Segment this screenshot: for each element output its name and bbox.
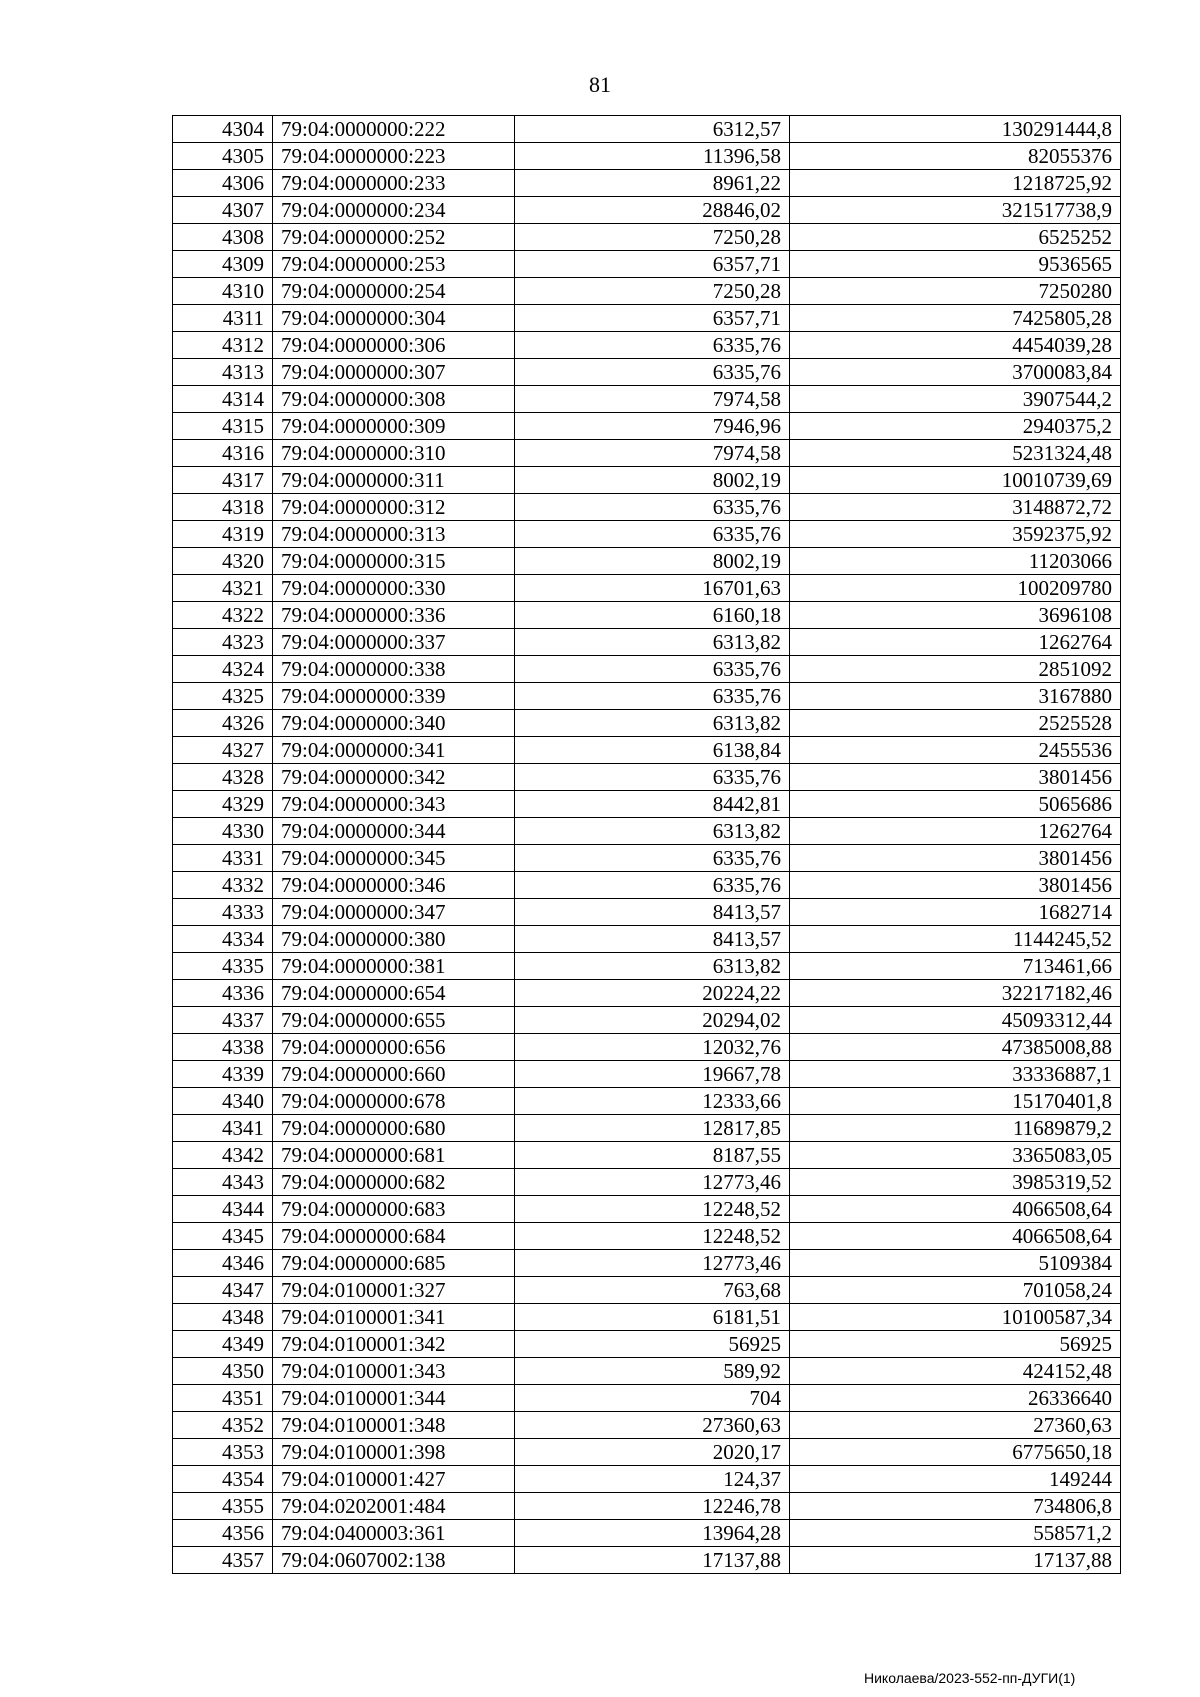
area-cell: 6335,76 (515, 359, 790, 386)
row-number-cell: 4333 (173, 899, 273, 926)
table-row (173, 926, 1121, 953)
area-cell: 6313,82 (515, 629, 790, 656)
cadastral-number-cell: 79:04:0000000:312 (273, 494, 515, 521)
cadastral-number-cell: 79:04:0000000:685 (273, 1250, 515, 1277)
area-cell: 6335,76 (515, 332, 790, 359)
cadastral-number-cell: 79:04:0000000:345 (273, 845, 515, 872)
cadastral-number-cell: 79:04:0000000:654 (273, 980, 515, 1007)
value-cell: 32217182,46 (790, 980, 1121, 1007)
table-row (173, 980, 1121, 1007)
table-row (173, 953, 1121, 980)
value-cell: 3167880 (790, 683, 1121, 710)
value-cell: 1262764 (790, 629, 1121, 656)
area-cell: 6335,76 (515, 845, 790, 872)
table-row (173, 710, 1121, 737)
value-cell: 3907544,2 (790, 386, 1121, 413)
row-number-cell: 4340 (173, 1088, 273, 1115)
cadastral-number-cell: 79:04:0000000:253 (273, 251, 515, 278)
value-cell: 713461,66 (790, 953, 1121, 980)
row-number-cell: 4311 (173, 305, 273, 332)
row-number-cell: 4346 (173, 1250, 273, 1277)
page-number: 81 (589, 72, 611, 97)
row-number-cell: 4347 (173, 1277, 273, 1304)
table-row (173, 305, 1121, 332)
row-number-cell: 4335 (173, 953, 273, 980)
area-cell: 8413,57 (515, 899, 790, 926)
cadastral-number-cell: 79:04:0202001:484 (273, 1493, 515, 1520)
cadastral-number-cell: 79:04:0000000:234 (273, 197, 515, 224)
table-row (173, 1493, 1121, 1520)
area-cell: 763,68 (515, 1277, 790, 1304)
area-cell: 8961,22 (515, 170, 790, 197)
value-cell: 33336887,1 (790, 1061, 1121, 1088)
area-cell: 704 (515, 1385, 790, 1412)
area-cell: 12032,76 (515, 1034, 790, 1061)
area-cell: 6335,76 (515, 683, 790, 710)
cadastral-number-cell: 79:04:0400003:361 (273, 1520, 515, 1547)
table-row (173, 845, 1121, 872)
cadastral-number-cell: 79:04:0000000:683 (273, 1196, 515, 1223)
table-row (173, 1196, 1121, 1223)
row-number-cell: 4354 (173, 1466, 273, 1493)
value-cell: 3365083,05 (790, 1142, 1121, 1169)
area-cell: 28846,02 (515, 197, 790, 224)
area-cell: 6335,76 (515, 494, 790, 521)
table-row (173, 602, 1121, 629)
table-row (173, 872, 1121, 899)
cadastral-number-cell: 79:04:0000000:252 (273, 224, 515, 251)
value-cell: 7425805,28 (790, 305, 1121, 332)
area-cell: 17137,88 (515, 1547, 790, 1574)
value-cell: 3696108 (790, 602, 1121, 629)
cadastral-number-cell: 79:04:0000000:233 (273, 170, 515, 197)
table-row (173, 1466, 1121, 1493)
value-cell: 27360,63 (790, 1412, 1121, 1439)
table-row (173, 1547, 1121, 1574)
cadastral-number-cell: 79:04:0000000:343 (273, 791, 515, 818)
value-cell: 2940375,2 (790, 413, 1121, 440)
cadastral-number-cell: 79:04:0000000:347 (273, 899, 515, 926)
row-number-cell: 4323 (173, 629, 273, 656)
value-cell: 82055376 (790, 143, 1121, 170)
row-number-cell: 4304 (173, 116, 273, 143)
table-row (173, 116, 1121, 143)
value-cell: 3801456 (790, 764, 1121, 791)
table-row (173, 1331, 1121, 1358)
table-row (173, 1007, 1121, 1034)
row-number-cell: 4330 (173, 818, 273, 845)
cadastral-number-cell: 79:04:0000000:304 (273, 305, 515, 332)
table-row (173, 1034, 1121, 1061)
value-cell: 149244 (790, 1466, 1121, 1493)
value-cell: 1682714 (790, 899, 1121, 926)
value-cell: 2525528 (790, 710, 1121, 737)
value-cell: 1144245,52 (790, 926, 1121, 953)
value-cell: 3700083,84 (790, 359, 1121, 386)
value-cell: 26336640 (790, 1385, 1121, 1412)
cadastral-number-cell: 79:04:0000000:681 (273, 1142, 515, 1169)
area-cell: 12773,46 (515, 1169, 790, 1196)
area-cell: 8187,55 (515, 1142, 790, 1169)
row-number-cell: 4337 (173, 1007, 273, 1034)
cadastral-number-cell: 79:04:0100001:398 (273, 1439, 515, 1466)
area-cell: 7946,96 (515, 413, 790, 440)
table-row (173, 899, 1121, 926)
row-number-cell: 4339 (173, 1061, 273, 1088)
value-cell: 734806,8 (790, 1493, 1121, 1520)
area-cell: 27360,63 (515, 1412, 790, 1439)
cadastral-number-cell: 79:04:0000000:313 (273, 521, 515, 548)
cadastral-number-cell: 79:04:0000000:341 (273, 737, 515, 764)
row-number-cell: 4318 (173, 494, 273, 521)
cadastral-number-cell: 79:04:0100001:348 (273, 1412, 515, 1439)
cadastral-number-cell: 79:04:0000000:339 (273, 683, 515, 710)
table-row (173, 1061, 1121, 1088)
area-cell: 6313,82 (515, 710, 790, 737)
row-number-cell: 4322 (173, 602, 273, 629)
table-row (173, 1169, 1121, 1196)
cadastral-number-cell: 79:04:0000000:315 (273, 548, 515, 575)
row-number-cell: 4325 (173, 683, 273, 710)
value-cell: 321517738,9 (790, 197, 1121, 224)
row-number-cell: 4320 (173, 548, 273, 575)
cadastral-number-cell: 79:04:0000000:656 (273, 1034, 515, 1061)
table-row (173, 332, 1121, 359)
area-cell: 6335,76 (515, 521, 790, 548)
table-body (173, 116, 1121, 1574)
area-cell: 8002,19 (515, 467, 790, 494)
row-number-cell: 4317 (173, 467, 273, 494)
value-cell: 1218725,92 (790, 170, 1121, 197)
area-cell: 8002,19 (515, 548, 790, 575)
table-row (173, 413, 1121, 440)
cadastral-number-cell: 79:04:0100001:427 (273, 1466, 515, 1493)
area-cell: 6138,84 (515, 737, 790, 764)
value-cell: 7250280 (790, 278, 1121, 305)
cadastral-number-cell: 79:04:0000000:680 (273, 1115, 515, 1142)
table-row (173, 143, 1121, 170)
cadastral-number-cell: 79:04:0000000:330 (273, 575, 515, 602)
table-row (173, 1439, 1121, 1466)
area-cell: 12248,52 (515, 1223, 790, 1250)
value-cell: 47385008,88 (790, 1034, 1121, 1061)
row-number-cell: 4307 (173, 197, 273, 224)
document-reference: Николаева/2023-552-пп-ДУГИ(1) (864, 1670, 1076, 1686)
value-cell: 701058,24 (790, 1277, 1121, 1304)
area-cell: 13964,28 (515, 1520, 790, 1547)
area-cell: 16701,63 (515, 575, 790, 602)
area-cell: 8442,81 (515, 791, 790, 818)
row-number-cell: 4324 (173, 656, 273, 683)
table-row (173, 251, 1121, 278)
cadastral-number-cell: 79:04:0000000:337 (273, 629, 515, 656)
area-cell: 7974,58 (515, 440, 790, 467)
row-number-cell: 4321 (173, 575, 273, 602)
table-row (173, 278, 1121, 305)
table-row (173, 1088, 1121, 1115)
value-cell: 3148872,72 (790, 494, 1121, 521)
value-cell: 3801456 (790, 872, 1121, 899)
row-number-cell: 4316 (173, 440, 273, 467)
value-cell: 4066508,64 (790, 1223, 1121, 1250)
table-row (173, 1142, 1121, 1169)
area-cell: 6357,71 (515, 305, 790, 332)
area-cell: 2020,17 (515, 1439, 790, 1466)
area-cell: 19667,78 (515, 1061, 790, 1088)
cadastral-number-cell: 79:04:0000000:381 (273, 953, 515, 980)
row-number-cell: 4327 (173, 737, 273, 764)
value-cell: 3592375,92 (790, 521, 1121, 548)
value-cell: 5231324,48 (790, 440, 1121, 467)
cadastral-number-cell: 79:04:0000000:310 (273, 440, 515, 467)
cadastral-number-cell: 79:04:0000000:311 (273, 467, 515, 494)
row-number-cell: 4314 (173, 386, 273, 413)
cadastral-number-cell: 79:04:0100001:341 (273, 1304, 515, 1331)
row-number-cell: 4351 (173, 1385, 273, 1412)
value-cell: 56925 (790, 1331, 1121, 1358)
row-number-cell: 4355 (173, 1493, 273, 1520)
row-number-cell: 4350 (173, 1358, 273, 1385)
row-number-cell: 4344 (173, 1196, 273, 1223)
table-row (173, 548, 1121, 575)
table-row (173, 656, 1121, 683)
row-number-cell: 4315 (173, 413, 273, 440)
table-row (173, 224, 1121, 251)
row-number-cell: 4328 (173, 764, 273, 791)
cadastral-number-cell: 79:04:0000000:684 (273, 1223, 515, 1250)
value-cell: 4066508,64 (790, 1196, 1121, 1223)
value-cell: 1262764 (790, 818, 1121, 845)
table-row (173, 1520, 1121, 1547)
cadastral-number-cell: 79:04:0607002:138 (273, 1547, 515, 1574)
area-cell: 6335,76 (515, 656, 790, 683)
value-cell: 2851092 (790, 656, 1121, 683)
area-cell: 6312,57 (515, 116, 790, 143)
area-cell: 6335,76 (515, 872, 790, 899)
table-row (173, 629, 1121, 656)
area-cell: 20294,02 (515, 1007, 790, 1034)
row-number-cell: 4353 (173, 1439, 273, 1466)
row-number-cell: 4309 (173, 251, 273, 278)
value-cell: 45093312,44 (790, 1007, 1121, 1034)
cadastral-number-cell: 79:04:0000000:308 (273, 386, 515, 413)
value-cell: 6775650,18 (790, 1439, 1121, 1466)
cadastral-number-cell: 79:04:0000000:344 (273, 818, 515, 845)
row-number-cell: 4310 (173, 278, 273, 305)
value-cell: 10010739,69 (790, 467, 1121, 494)
area-cell: 12817,85 (515, 1115, 790, 1142)
cadastral-number-cell: 79:04:0000000:336 (273, 602, 515, 629)
table-row (173, 359, 1121, 386)
cadastral-number-cell: 79:04:0000000:682 (273, 1169, 515, 1196)
row-number-cell: 4356 (173, 1520, 273, 1547)
area-cell: 20224,22 (515, 980, 790, 1007)
table-row (173, 1358, 1121, 1385)
row-number-cell: 4332 (173, 872, 273, 899)
table-row (173, 1412, 1121, 1439)
table-row (173, 575, 1121, 602)
value-cell: 15170401,8 (790, 1088, 1121, 1115)
row-number-cell: 4342 (173, 1142, 273, 1169)
row-number-cell: 4352 (173, 1412, 273, 1439)
area-cell: 124,37 (515, 1466, 790, 1493)
cadastral-number-cell: 79:04:0000000:342 (273, 764, 515, 791)
value-cell: 3985319,52 (790, 1169, 1121, 1196)
row-number-cell: 4334 (173, 926, 273, 953)
area-cell: 8413,57 (515, 926, 790, 953)
row-number-cell: 4341 (173, 1115, 273, 1142)
table-row (173, 1385, 1121, 1412)
table-row (173, 737, 1121, 764)
cadastral-number-cell: 79:04:0000000:307 (273, 359, 515, 386)
table-row (173, 170, 1121, 197)
table-row (173, 791, 1121, 818)
area-cell: 6357,71 (515, 251, 790, 278)
cadastral-number-cell: 79:04:0000000:254 (273, 278, 515, 305)
table-row (173, 683, 1121, 710)
table-row (173, 818, 1121, 845)
value-cell: 5109384 (790, 1250, 1121, 1277)
area-cell: 12773,46 (515, 1250, 790, 1277)
value-cell: 558571,2 (790, 1520, 1121, 1547)
area-cell: 12333,66 (515, 1088, 790, 1115)
value-cell: 6525252 (790, 224, 1121, 251)
row-number-cell: 4326 (173, 710, 273, 737)
row-number-cell: 4312 (173, 332, 273, 359)
row-number-cell: 4313 (173, 359, 273, 386)
cadastral-number-cell: 79:04:0100001:327 (273, 1277, 515, 1304)
table-row (173, 440, 1121, 467)
value-cell: 4454039,28 (790, 332, 1121, 359)
cadastral-number-cell: 79:04:0000000:655 (273, 1007, 515, 1034)
cadastral-number-cell: 79:04:0000000:338 (273, 656, 515, 683)
row-number-cell: 4336 (173, 980, 273, 1007)
row-number-cell: 4348 (173, 1304, 273, 1331)
row-number-cell: 4343 (173, 1169, 273, 1196)
area-cell: 11396,58 (515, 143, 790, 170)
value-cell: 11203066 (790, 548, 1121, 575)
row-number-cell: 4357 (173, 1547, 273, 1574)
value-cell: 2455536 (790, 737, 1121, 764)
land-parcels-table (172, 115, 1121, 1574)
area-cell: 7250,28 (515, 224, 790, 251)
cadastral-number-cell: 79:04:0000000:678 (273, 1088, 515, 1115)
table-row (173, 1277, 1121, 1304)
table-row (173, 521, 1121, 548)
row-number-cell: 4329 (173, 791, 273, 818)
table-row (173, 467, 1121, 494)
table-row (173, 1115, 1121, 1142)
area-cell: 6335,76 (515, 764, 790, 791)
table-row (173, 1250, 1121, 1277)
value-cell: 10100587,34 (790, 1304, 1121, 1331)
row-number-cell: 4319 (173, 521, 273, 548)
row-number-cell: 4349 (173, 1331, 273, 1358)
area-cell: 6160,18 (515, 602, 790, 629)
table-row (173, 764, 1121, 791)
table-row (173, 197, 1121, 224)
cadastral-number-cell: 79:04:0000000:306 (273, 332, 515, 359)
cadastral-number-cell: 79:04:0000000:346 (273, 872, 515, 899)
area-cell: 12246,78 (515, 1493, 790, 1520)
row-number-cell: 4345 (173, 1223, 273, 1250)
area-cell: 12248,52 (515, 1196, 790, 1223)
area-cell: 589,92 (515, 1358, 790, 1385)
area-cell: 7974,58 (515, 386, 790, 413)
value-cell: 3801456 (790, 845, 1121, 872)
cadastral-number-cell: 79:04:0100001:342 (273, 1331, 515, 1358)
value-cell: 100209780 (790, 575, 1121, 602)
cadastral-number-cell: 79:04:0100001:343 (273, 1358, 515, 1385)
table-row (173, 1223, 1121, 1250)
cadastral-number-cell: 79:04:0000000:660 (273, 1061, 515, 1088)
table-row (173, 494, 1121, 521)
row-number-cell: 4308 (173, 224, 273, 251)
cadastral-number-cell: 79:04:0000000:340 (273, 710, 515, 737)
area-cell: 56925 (515, 1331, 790, 1358)
value-cell: 11689879,2 (790, 1115, 1121, 1142)
area-cell: 7250,28 (515, 278, 790, 305)
cadastral-number-cell: 79:04:0100001:344 (273, 1385, 515, 1412)
value-cell: 9536565 (790, 251, 1121, 278)
row-number-cell: 4305 (173, 143, 273, 170)
cadastral-number-cell: 79:04:0000000:222 (273, 116, 515, 143)
area-cell: 6313,82 (515, 818, 790, 845)
value-cell: 17137,88 (790, 1547, 1121, 1574)
area-cell: 6313,82 (515, 953, 790, 980)
area-cell: 6181,51 (515, 1304, 790, 1331)
cadastral-number-cell: 79:04:0000000:309 (273, 413, 515, 440)
value-cell: 5065686 (790, 791, 1121, 818)
cadastral-number-cell: 79:04:0000000:223 (273, 143, 515, 170)
row-number-cell: 4331 (173, 845, 273, 872)
value-cell: 424152,48 (790, 1358, 1121, 1385)
row-number-cell: 4338 (173, 1034, 273, 1061)
row-number-cell: 4306 (173, 170, 273, 197)
value-cell: 130291444,8 (790, 116, 1121, 143)
table-row (173, 386, 1121, 413)
cadastral-number-cell: 79:04:0000000:380 (273, 926, 515, 953)
table-row (173, 1304, 1121, 1331)
